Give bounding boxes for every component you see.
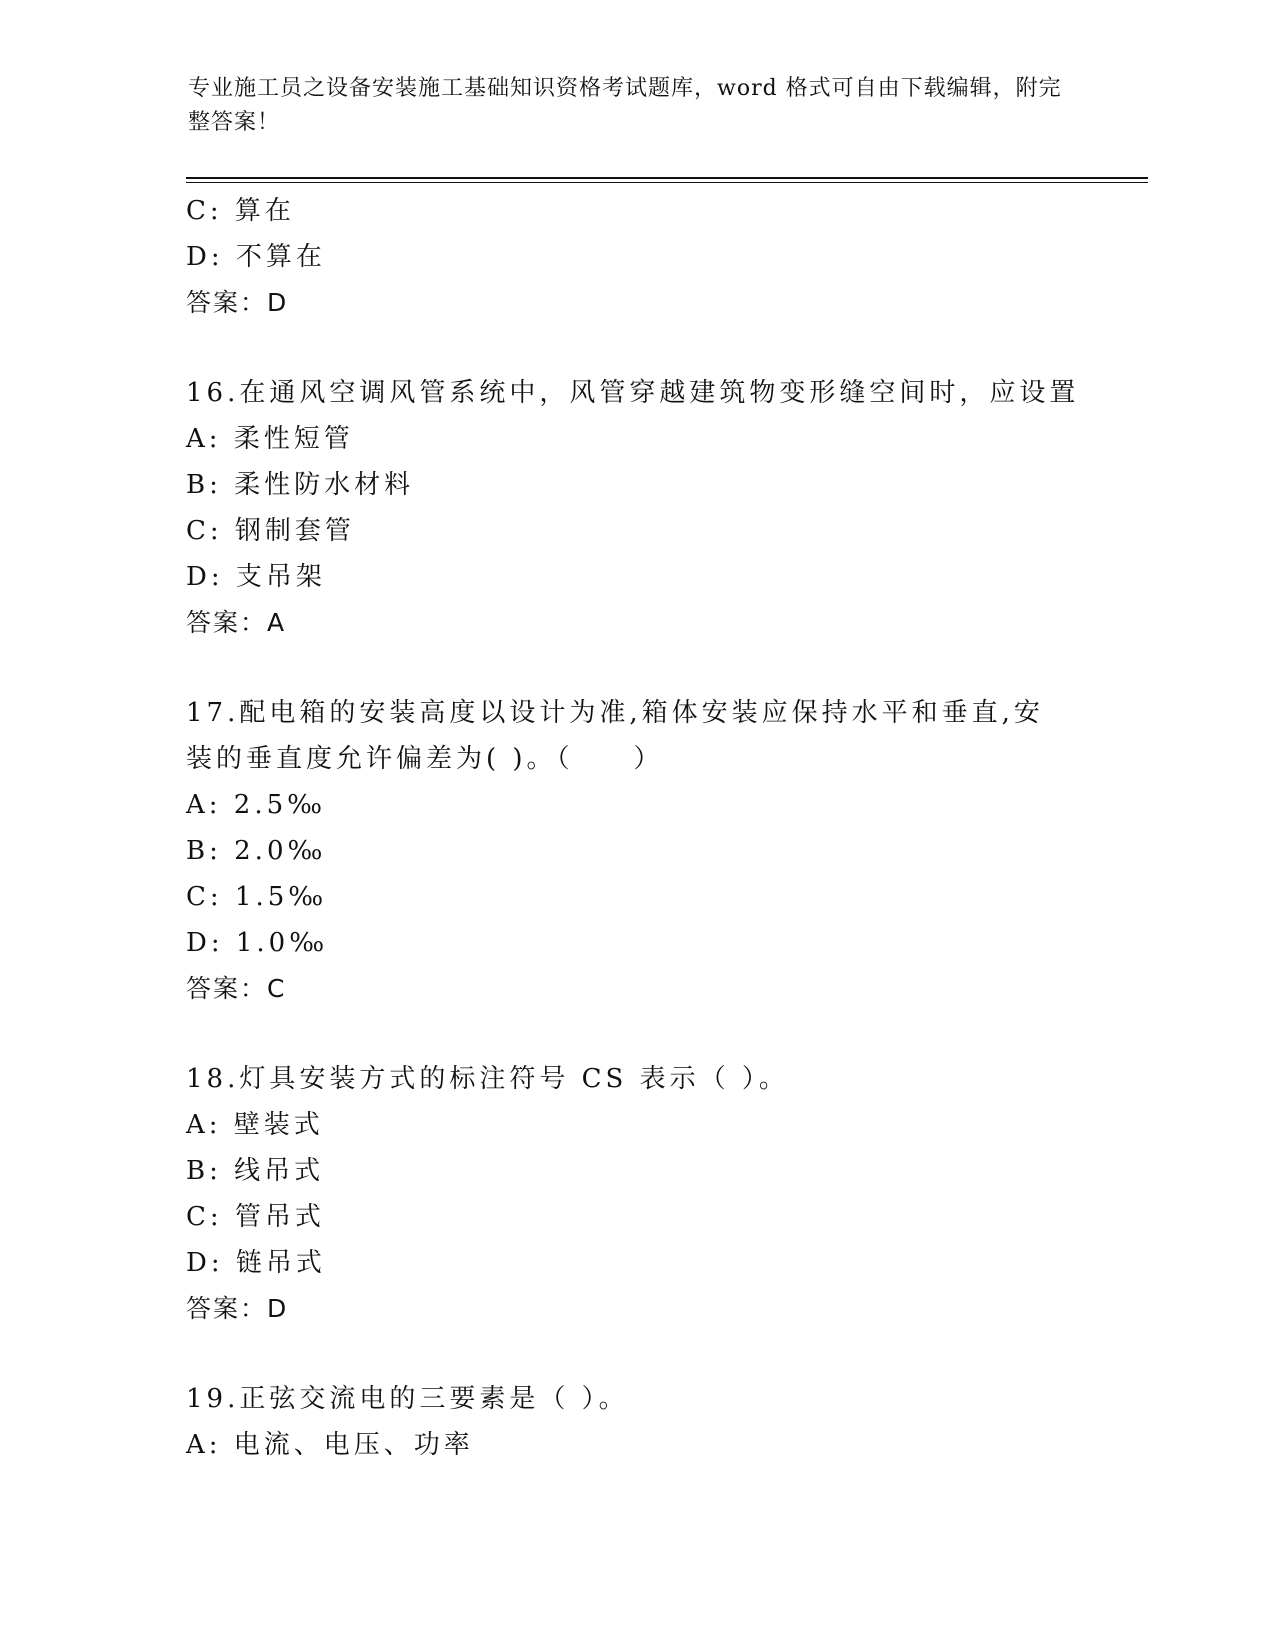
option-d: D: 不算在 [186, 242, 326, 272]
question-list [186, 188, 1086, 1468]
option-d: D: 支吊架 [186, 562, 326, 592]
option-a: A: 电流、电压、功率 [186, 1430, 474, 1460]
option-d: D: 链吊式 [186, 1248, 326, 1278]
spacer [186, 326, 1086, 370]
question-continued [186, 188, 1086, 326]
option-c: C: 管吊式 [186, 1202, 325, 1232]
spacer [186, 1332, 1086, 1376]
answer-line: 答案：D [186, 1294, 289, 1323]
question-16 [186, 370, 1086, 646]
question-19 [186, 1376, 1086, 1468]
option-b: B: 2.0‰ [186, 836, 327, 866]
answer-line: 答案：C [186, 974, 287, 1003]
option-c: C: 1.5‰ [186, 882, 328, 912]
option-b: B: 线吊式 [186, 1156, 325, 1186]
header-divider-thin [186, 182, 1148, 183]
spacer [186, 1012, 1086, 1056]
option-b: B: 柔性防水材料 [186, 470, 415, 500]
question-18 [186, 1056, 1086, 1332]
question-stem: 18.灯具安装方式的标注符号 CS 表示（ ）。 [186, 1064, 789, 1094]
header-divider [186, 177, 1148, 179]
option-d: D: 1.0‰ [186, 928, 329, 958]
document-header: 专业施工员之设备安装施工基础知识资格考试题库，word 格式可自由下载编辑，附完整答案！ [188, 76, 1062, 135]
option-c: C: 钢制套管 [186, 516, 355, 546]
question-17 [186, 690, 1086, 1012]
option-a: A: 2.5‰ [186, 790, 327, 820]
answer-line: 答案：A [186, 608, 287, 637]
question-stem: 17.配电箱的安装高度以设计为准,箱体安装应保持水平和垂直,安装的垂直度允许偏差为( )。（ ） [186, 698, 1044, 774]
option-a: A: 壁装式 [186, 1110, 324, 1140]
question-stem: 19.正弦交流电的三要素是（ ）。 [186, 1384, 629, 1414]
answer-line: 答案：D [186, 288, 289, 317]
option-c: C: 算在 [186, 196, 295, 226]
spacer [186, 646, 1086, 690]
question-stem: 16.在通风空调风管系统中，风管穿越建筑物变形缝空间时，应设置 [186, 378, 1080, 408]
option-a: A: 柔性短管 [186, 424, 354, 454]
